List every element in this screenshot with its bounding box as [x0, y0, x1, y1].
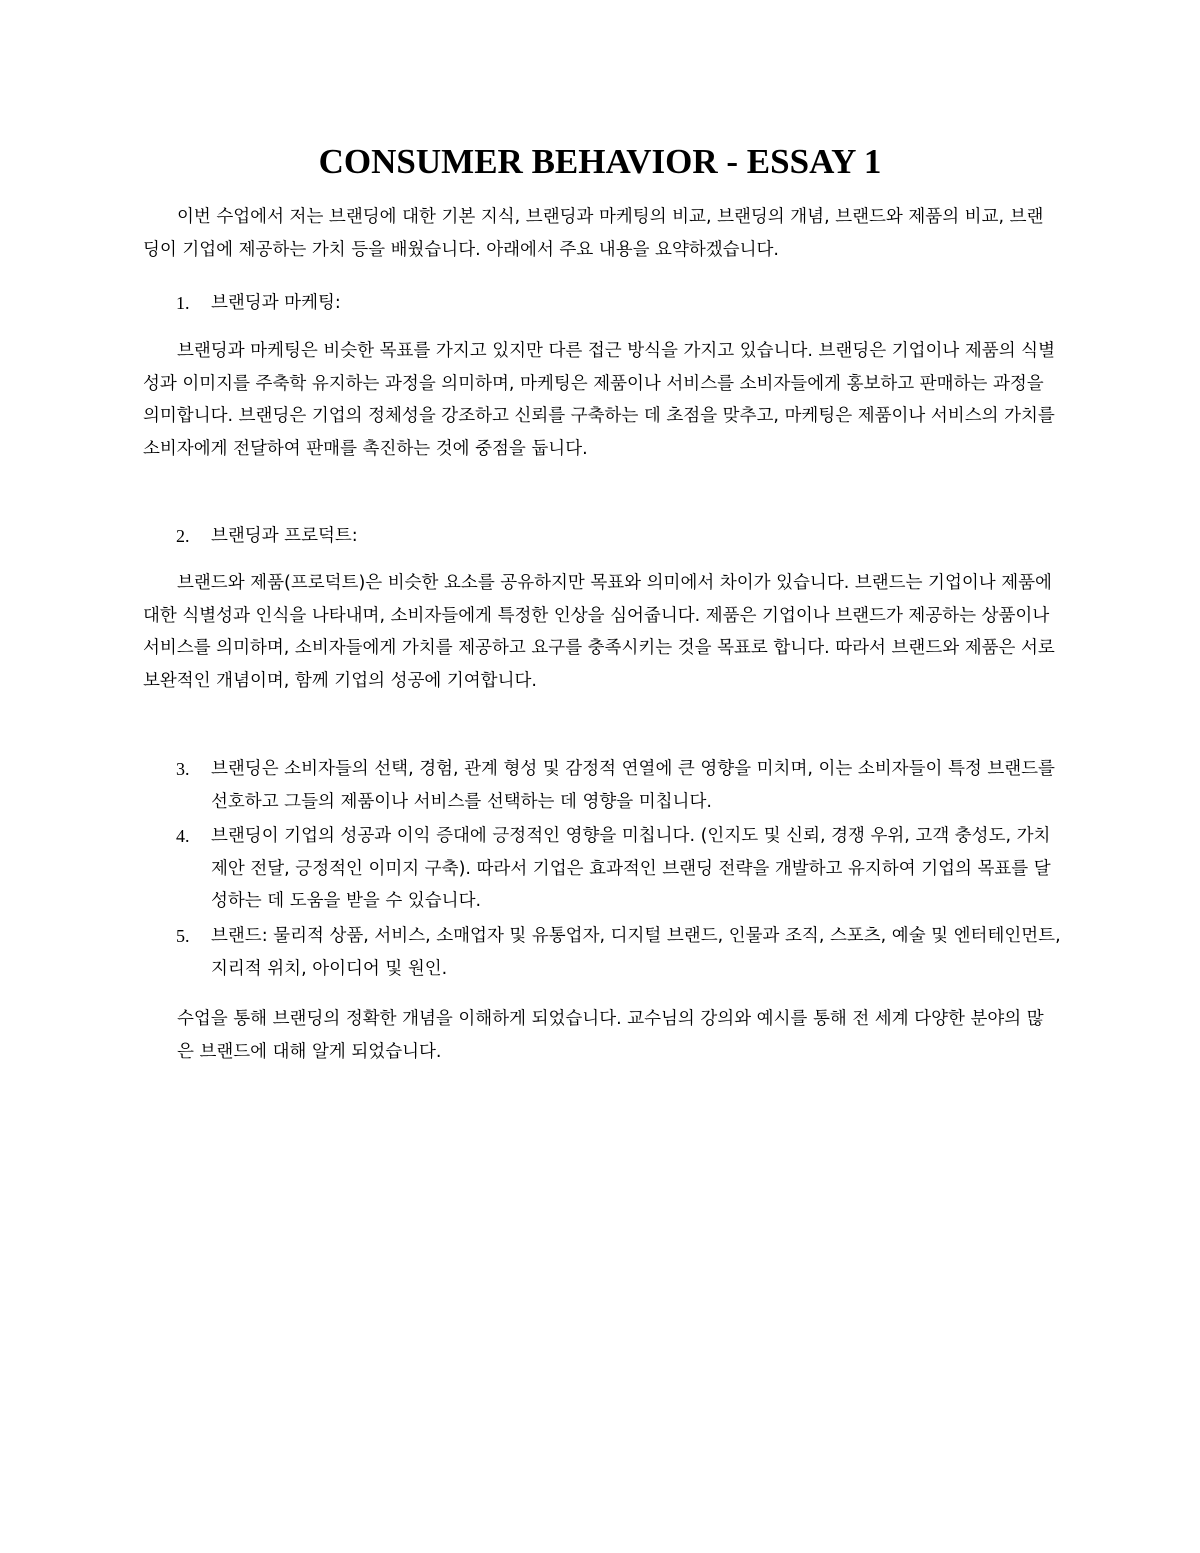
- list-item: [143, 820, 1063, 918]
- list-item-4-text: 브랜딩이 기업의 성공과 이익 증대에 긍정적인 영향을 미칩니다. (인지도 및 신뢰, 경쟁 우위, 고객 충성도, 가치 제안 전달, 긍정적인 이미지 구축). 따라서 기업은 효과적인 브랜딩 전략을 개발하고 유지하여 기업의 목표를 달성하는 데 도움을 받을 수 있습니다.: [211, 826, 1051, 911]
- section-1-heading: [143, 287, 1063, 320]
- intro-paragraph: 이번 수업에서 저는 브랜딩에 대한 기본 지식, 브랜딩과 마케팅의 비교, 브랜딩의 개념, 브랜드와 제품의 비교, 브랜딩이 기업에 제공하는 가치 등을 배웠습니다. 아래에서 주요 내용을 요약하겠습니다.: [143, 207, 1044, 260]
- list-item-4-number: 4.: [176, 826, 190, 846]
- section-2-heading: [143, 520, 1063, 553]
- list-item-3-text: 브랜딩은 소비자들의 선택, 경험, 관계 형성 및 감정적 연열에 큰 영향을 미치며, 이는 소비자들이 특정 브랜드를 선호하고 그들의 제품이나 서비스를 선택하는 데 영향을 미칩니다.: [211, 759, 1055, 812]
- list-item: [143, 920, 1063, 985]
- section-1-paragraph: 브랜딩과 마케팅은 비슷한 목표를 가지고 있지만 다른 접근 방식을 가지고 있습니다. 브랜딩은 기업이나 제품의 식별성과 이미지를 주축학 유지하는 과정을 의미하며, 마케팅은 제품이나 서비스를 소비자들에게 홍보하고 판매하는 과정을 의미합니다. 브랜딩은 기업의 정체성을 강조하고 신뢰를 구축하는 데 초점을 맞추고, 마케팅은 제품이나 서비스의 가치를 소비자에게 전달하여 판매를 촉진하는 것에 중점을 둡니다.: [143, 341, 1055, 459]
- section-2-number: 2.: [176, 526, 190, 546]
- closing-paragraph: 수업을 통해 브랜딩의 정확한 개념을 이해하게 되었습니다. 교수님의 강의와 예시를 통해 전 세계 다양한 분야의 많은 브랜드에 대해 알게 되었습니다.: [177, 1009, 1044, 1062]
- list-item-5-text: 브랜드: 물리적 상품, 서비스, 소매업자 및 유통업자, 디지털 브랜드, 인물과 조직, 스포츠, 예술 및 엔터테인먼트, 지리적 위치, 아이디어 및 원인.: [211, 926, 1061, 979]
- section-2-heading-text: 브랜딩과 프로덕트:: [211, 526, 358, 546]
- list-item-5-number: 5.: [176, 926, 190, 946]
- section-1-heading-text: 브랜딩과 마케팅:: [211, 293, 341, 313]
- section-1-number: 1.: [176, 293, 190, 313]
- section-2-paragraph: 브랜드와 제품(프로덕트)은 비슷한 요소를 공유하지만 목표와 의미에서 차이가 있습니다. 브랜드는 기업이나 제품에 대한 식별성과 인식을 나타내며, 소비자들에게 특정한 인상을 심어줍니다. 제품은 기업이나 브랜드가 제공하는 상품이나 서비스를 의미하며, 소비자들에게 가치를 제공하고 요구를 충족시키는 것을 목표로 합니다. 따라서 브랜드와 제품은 서로 보완적인 개념이며, 함께 기업의 성공에 기여합니다.: [143, 573, 1055, 691]
- list-item: [143, 753, 1063, 818]
- page-title: CONSUMER BEHAVIOR - ESSAY 1: [318, 142, 882, 181]
- list-item-3-number: 3.: [176, 759, 190, 779]
